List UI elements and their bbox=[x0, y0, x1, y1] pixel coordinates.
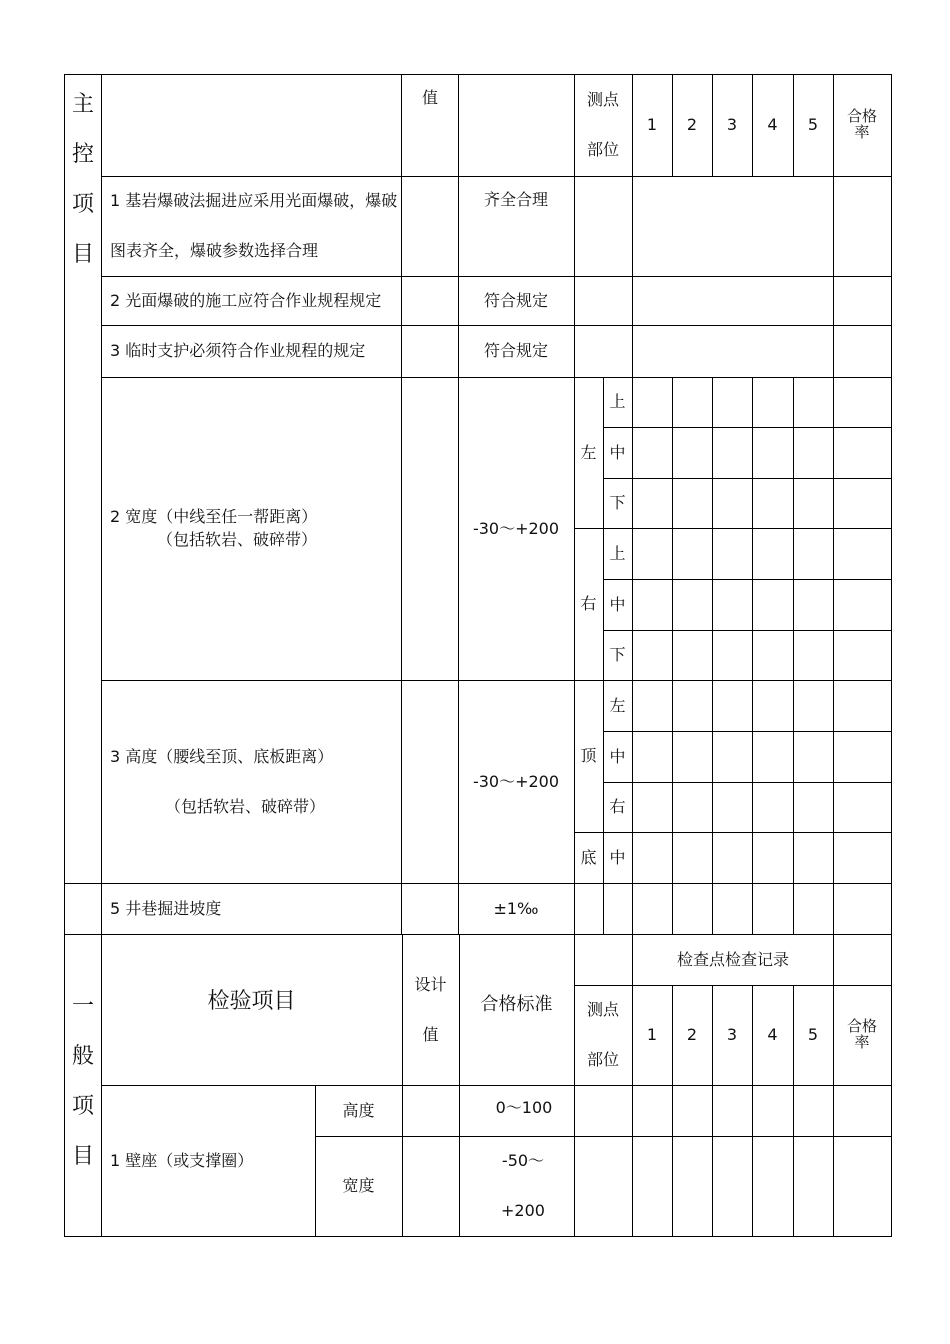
checkpoint-header: 1 bbox=[646, 115, 658, 134]
main-section-title bbox=[64, 74, 102, 884]
main-item-slope-standard: ±1‰ bbox=[493, 898, 539, 918]
divider bbox=[712, 377, 713, 934]
standard-header: 合格标准 bbox=[480, 993, 553, 1015]
side-label: 底 bbox=[580, 847, 597, 867]
record-header: 检查点检查记录 bbox=[676, 949, 789, 969]
checkpoint-header: 5 bbox=[807, 1025, 819, 1044]
measure-point-header-2 bbox=[574, 985, 632, 1085]
divider bbox=[672, 377, 673, 934]
pass-rate-header: 合格率 bbox=[846, 107, 877, 141]
main-item-3: 3 临时支护必须符合作业规程的规定 bbox=[110, 341, 366, 360]
checkpoint-header: 5 bbox=[807, 115, 819, 134]
divider bbox=[793, 377, 794, 934]
main-item-1: 1 基岩爆破法掘进应采用光面爆破，爆破图表齐全，爆破参数选择合理 bbox=[110, 191, 398, 260]
main-item-1-standard: 齐全合理 bbox=[483, 190, 548, 209]
main-item-slope: 5 井巷掘进坡度 bbox=[110, 898, 222, 918]
inspection-item-header: 检验项目 bbox=[207, 988, 296, 1014]
main-item-width bbox=[101, 377, 401, 680]
point-label: 中 bbox=[609, 594, 626, 614]
border-right bbox=[891, 74, 892, 1237]
pass-rate-header-2: 合格率 bbox=[846, 1017, 877, 1051]
side-label: 右 bbox=[580, 594, 597, 613]
row-line bbox=[603, 579, 892, 580]
point-label: 中 bbox=[609, 746, 626, 766]
row-line bbox=[603, 427, 892, 428]
general-section-title bbox=[64, 934, 102, 1237]
main-item-3-standard: 符合规定 bbox=[483, 341, 548, 360]
point-label: 右 bbox=[609, 797, 626, 816]
row-line bbox=[603, 731, 892, 732]
checkpoint-header: 1 bbox=[646, 1025, 658, 1044]
divider bbox=[401, 74, 402, 934]
row-line bbox=[603, 782, 892, 783]
measure-point-header-2-text: 测点部位 bbox=[586, 1000, 619, 1069]
checkpoint-header: 2 bbox=[686, 1025, 698, 1044]
checkpoint-header: 3 bbox=[726, 115, 738, 134]
checkpoint-header: 4 bbox=[767, 1025, 778, 1044]
point-label: 上 bbox=[609, 392, 626, 411]
side-label: 左 bbox=[580, 442, 597, 462]
measure-point-header: 测点 部位 bbox=[586, 90, 619, 159]
main-item-width-note: （包括软岩、破碎带） bbox=[157, 529, 318, 549]
main-item-height-note: （包括软岩、破碎带） bbox=[165, 796, 326, 816]
point-label: 下 bbox=[609, 493, 626, 512]
main-section-title-text: 主控项目 bbox=[72, 92, 95, 267]
general-sub-standard bbox=[484, 1136, 562, 1236]
design-value-fragment: 值 bbox=[421, 88, 438, 107]
design-value-header bbox=[402, 934, 459, 1085]
main-item-width-standard: -30～+200 bbox=[472, 518, 560, 538]
design-value-header-text: 设计值 bbox=[414, 974, 447, 1044]
row-line bbox=[574, 1136, 892, 1137]
checkpoint-header: 4 bbox=[767, 115, 778, 134]
point-label: 下 bbox=[609, 645, 626, 664]
point-label: 中 bbox=[609, 442, 626, 462]
main-item-2-standard: 符合规定 bbox=[483, 290, 548, 310]
checkpoint-header: 2 bbox=[686, 115, 698, 134]
divider bbox=[752, 377, 753, 934]
general-sub-label: 高度 bbox=[342, 1100, 375, 1120]
side-label: 顶 bbox=[580, 746, 597, 765]
general-sub-standard-text: -50～+200 bbox=[501, 1151, 545, 1220]
main-item-height bbox=[101, 680, 401, 883]
row-line bbox=[603, 478, 892, 479]
general-sub-label: 宽度 bbox=[342, 1176, 375, 1195]
point-label: 左 bbox=[609, 695, 626, 715]
main-item-2: 2 光面爆破的施工应符合作业规程规定 bbox=[110, 290, 382, 310]
general-section-title-text: 一般项目 bbox=[72, 994, 95, 1169]
general-sub-standard: 0～100 bbox=[495, 1097, 553, 1117]
point-label: 中 bbox=[609, 847, 626, 867]
row-line bbox=[603, 630, 892, 631]
main-item-height-text: 3 高度（腰线至顶、底板距离） bbox=[110, 746, 334, 766]
point-label: 上 bbox=[609, 543, 626, 563]
main-item-height-standard: -30～+200 bbox=[472, 771, 560, 791]
general-item-1: 1 壁座（或支撑圈） bbox=[110, 1150, 254, 1170]
divider bbox=[833, 74, 834, 1237]
checkpoint-header: 3 bbox=[726, 1025, 738, 1044]
border-bottom bbox=[64, 1236, 892, 1237]
main-item-width-text: 2 宽度（中线至任一帮距离） bbox=[110, 507, 318, 527]
